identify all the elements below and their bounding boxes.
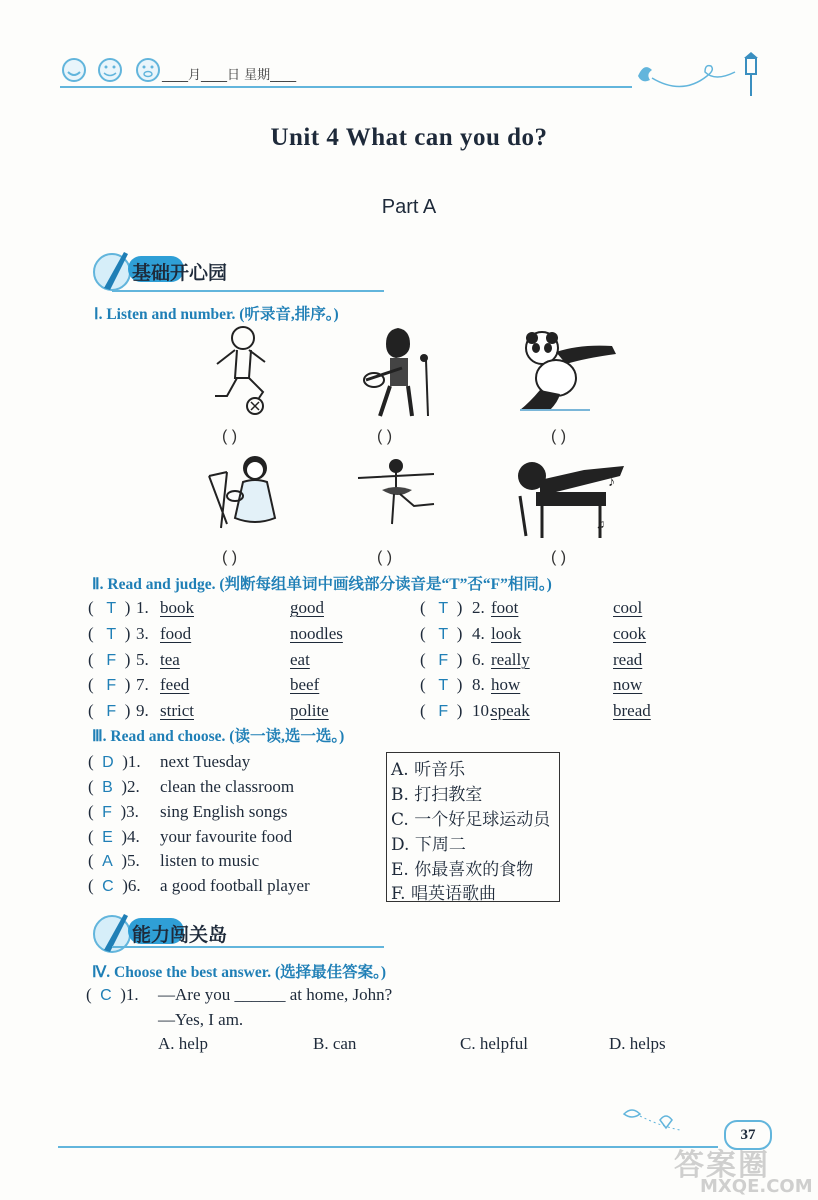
judge-word-1: feed [160, 675, 190, 694]
judge-word-2: eat [290, 650, 310, 669]
judge-word-2: bread [613, 701, 651, 720]
choose-phrase: listen to music [160, 851, 260, 870]
choose-paren[interactable]: ( D )1. [88, 752, 141, 771]
judge-number: 2. [472, 598, 485, 617]
judge-word-2: now [613, 675, 643, 694]
judge-number: 4. [472, 624, 485, 643]
q1-option-b[interactable]: B. can [313, 1034, 357, 1053]
judge-answer: T [438, 677, 449, 694]
answer-paren-5[interactable]: ( ) [377, 549, 393, 566]
page-number: 37 [724, 1120, 772, 1150]
choose-answer: A [102, 853, 113, 870]
choose-paren[interactable]: ( B )2. [88, 777, 140, 796]
judge-word-1: foot [491, 598, 519, 617]
answer-paren-6[interactable]: ( ) [551, 549, 567, 566]
judge-answer: F [106, 652, 117, 669]
judge-number: 6. [472, 650, 485, 669]
choose-phrase: a good football player [160, 876, 310, 895]
judge-word-2: polite [290, 701, 329, 720]
judge-answer: F [438, 652, 449, 669]
options-box [386, 752, 560, 902]
q1-line1: —Are you ______ at home, John? [158, 985, 393, 1004]
judge-number: 3. [136, 624, 149, 643]
choose-paren[interactable]: ( C )6. [88, 876, 141, 895]
judge-paren[interactable]: ( F ) [88, 701, 131, 720]
judge-number: 1. [136, 598, 149, 617]
judge-number: 7. [136, 675, 149, 694]
option-a: A. 听音乐 [391, 760, 466, 780]
judge-word-2: cool [613, 598, 643, 617]
judge-word-1: food [160, 624, 192, 643]
judge-paren[interactable]: ( F ) [88, 650, 131, 669]
judge-word-2: cook [613, 624, 647, 643]
judge-word-1: strict [160, 701, 194, 720]
boy-playing-football-icon [205, 322, 279, 416]
judge-paren[interactable]: ( F ) [420, 650, 463, 669]
footer-rule [58, 1146, 718, 1148]
judge-word-2: noodles [290, 624, 343, 643]
choose-answer: D [102, 754, 114, 771]
kung-fu-panda-icon [512, 326, 622, 414]
section2-heading: Ⅱ. Read and judge. (判断每组单词中画线部分读音是“T”否“F”相同。) [92, 576, 552, 593]
banner1-label: 基础开心园 [132, 262, 228, 284]
judge-paren[interactable]: ( T ) [420, 675, 463, 694]
answer-paren-2[interactable]: ( ) [377, 428, 393, 445]
svg-text:♫: ♫ [596, 517, 605, 531]
judge-word-2: read [613, 650, 643, 669]
judge-number: 5. [136, 650, 149, 669]
choose-answer: C [102, 878, 114, 895]
judge-answer: F [438, 703, 449, 720]
judge-word-1: really [491, 650, 530, 669]
butterfly-lamp-icon [630, 50, 770, 100]
judge-number: 8. [472, 675, 485, 694]
judge-number: 9. [136, 701, 149, 720]
svg-text:♪: ♪ [608, 475, 615, 490]
judge-answer: F [106, 703, 117, 720]
footer-bird-icon [620, 1100, 680, 1134]
section3-heading: Ⅲ. Read and choose. (读一读,选一选。) [92, 728, 345, 745]
judge-word-1: tea [160, 650, 180, 669]
section1-heading: Ⅰ. Listen and number. (听录音,排序。) [94, 306, 339, 323]
choose-paren[interactable]: ( F )3. [88, 802, 139, 821]
answer-paren-3[interactable]: ( ) [551, 428, 567, 445]
q1-answer: C [100, 987, 112, 1004]
judge-paren[interactable]: ( T ) [420, 598, 463, 617]
q1-number: 1. [125, 985, 139, 1004]
option-c: C. 一个好足球运动员 [391, 810, 551, 830]
judge-number: 10. [472, 701, 494, 720]
watermark-url: MXQE.COM [700, 1176, 813, 1197]
judge-answer: T [106, 626, 117, 643]
q1-option-d[interactable]: D. helps [609, 1034, 666, 1053]
judge-answer: T [438, 600, 449, 617]
watermark-text: 答案圈 [674, 1148, 770, 1183]
answer-paren-1[interactable]: ( ) [222, 428, 238, 445]
choose-answer: B [102, 779, 113, 796]
judge-answer: T [106, 600, 117, 617]
judge-paren[interactable]: ( T ) [88, 624, 131, 643]
choose-number: 2. [127, 777, 140, 796]
choose-answer: E [102, 829, 113, 846]
unit-title: Unit 4 What can you do? [270, 124, 548, 151]
judge-word-2: good [290, 598, 324, 617]
banner2-rule [112, 946, 384, 948]
judge-paren[interactable]: ( F ) [420, 701, 463, 720]
choose-phrase: next Tuesday [160, 752, 251, 771]
q1-option-c[interactable]: C. helpful [460, 1034, 528, 1053]
choose-paren[interactable]: ( E )4. [88, 827, 140, 846]
judge-answer: T [438, 626, 449, 643]
ballet-dancer-icon [352, 456, 440, 526]
q1-answer-paren[interactable]: ( C )1. [86, 985, 139, 1004]
option-d: D. 下周二 [391, 835, 466, 855]
option-b: B. 打扫教室 [391, 785, 483, 805]
choose-number: 4. [127, 827, 140, 846]
part-title: Part A [381, 196, 437, 218]
judge-word-2: beef [290, 675, 320, 694]
girl-painting-icon [203, 452, 281, 532]
judge-paren[interactable]: ( T ) [88, 598, 131, 617]
header-rule [60, 86, 632, 88]
choose-phrase: your favourite food [160, 827, 293, 846]
choose-answer: F [102, 804, 112, 821]
judge-word-1: speak [491, 701, 530, 720]
option-e: E. 你最喜欢的食物 [391, 860, 534, 880]
choose-number: 5. [127, 851, 140, 870]
choose-number: 1. [127, 752, 141, 771]
banner1-rule [112, 290, 384, 292]
judge-paren[interactable]: ( T ) [420, 624, 463, 643]
banner2-label: 能力闯关岛 [132, 924, 228, 946]
girl-playing-piano-icon [510, 456, 632, 540]
judge-word-1: look [491, 624, 522, 643]
answer-paren-4[interactable]: ( ) [222, 549, 238, 566]
choose-number: 6. [127, 876, 141, 895]
judge-word-1: how [491, 675, 521, 694]
choose-number: 3. [126, 802, 139, 821]
choose-phrase: sing English songs [160, 802, 288, 821]
choose-phrase: clean the classroom [160, 777, 295, 796]
header-faces-icon [58, 52, 168, 86]
judge-answer: F [106, 677, 117, 694]
judge-word-1: book [160, 598, 194, 617]
judge-paren[interactable]: ( F ) [88, 675, 131, 694]
section4-heading: Ⅳ. Choose the best answer. (选择最佳答案。) [92, 964, 387, 981]
q1-option-a[interactable]: A. help [158, 1034, 209, 1053]
singer-with-guitar-icon [360, 324, 440, 418]
date-line: ____月____日 星期____ [162, 68, 297, 83]
q1-line2: —Yes, I am. [158, 1010, 244, 1029]
option-f: F. 唱英语歌曲 [391, 884, 496, 904]
choose-paren[interactable]: ( A )5. [88, 851, 140, 870]
